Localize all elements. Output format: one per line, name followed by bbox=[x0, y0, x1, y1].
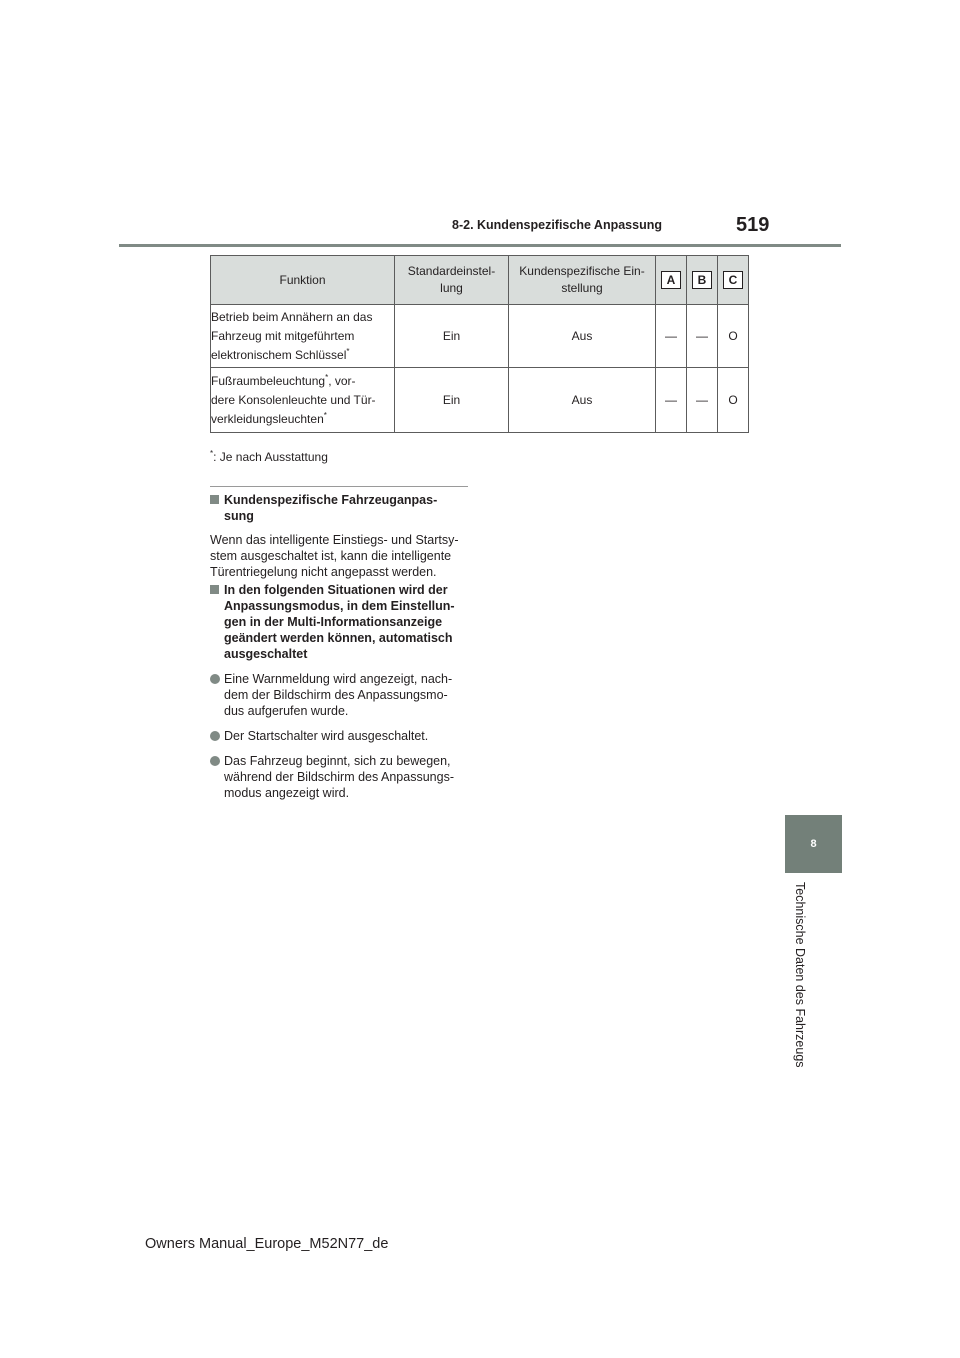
circle-bullet-icon bbox=[210, 674, 220, 684]
section-paragraph bbox=[210, 532, 472, 580]
row-function-line3: elektronischem Schlüssel bbox=[211, 347, 347, 362]
row-function-line2: dere Konsolenleuchte und Tür- bbox=[211, 392, 376, 407]
section-divider bbox=[210, 486, 468, 487]
row-function-line1-suffix: , vor- bbox=[328, 373, 356, 388]
section-customization bbox=[210, 492, 472, 580]
header-col-b bbox=[687, 256, 718, 305]
page-number: 519 bbox=[736, 214, 770, 236]
row-col-b: — bbox=[687, 368, 718, 433]
list-item bbox=[210, 728, 472, 744]
item-line3: dus aufgerufen wurde. bbox=[224, 704, 349, 718]
list-item bbox=[210, 671, 472, 719]
header-custom bbox=[509, 256, 656, 305]
item-line2: dem der Bildschirm des Anpassungsmo- bbox=[224, 688, 448, 702]
section-auto-off bbox=[210, 582, 472, 801]
row-col-a: — bbox=[656, 368, 687, 433]
square-bullet-icon bbox=[210, 495, 219, 504]
chapter-title: Technische Daten des Fahrzeugs bbox=[793, 882, 807, 1068]
footnote-star: * bbox=[346, 346, 350, 356]
col-b-box: B bbox=[692, 271, 712, 289]
col-a-box: A bbox=[661, 271, 681, 289]
table-row bbox=[211, 305, 749, 368]
square-bullet-icon bbox=[210, 585, 219, 594]
header-function: Funktion bbox=[211, 256, 395, 305]
footnote-star: * bbox=[325, 372, 329, 382]
col-c-box: C bbox=[723, 271, 743, 289]
heading-line5: ausgeschaltet bbox=[224, 647, 308, 661]
table-row bbox=[211, 368, 749, 433]
row-custom: Aus bbox=[509, 305, 656, 368]
item-line2: während der Bildschirm des Anpassungs- bbox=[224, 770, 454, 784]
item-line1: Der Startschalter wird ausgeschaltet. bbox=[224, 729, 429, 743]
row-custom: Aus bbox=[509, 368, 656, 433]
footnote-text: : Je nach Ausstattung bbox=[213, 450, 328, 464]
row-function-line3: verkleidungsleuchten bbox=[211, 411, 324, 426]
paragraph-line2: stem ausgeschaltet ist, kann die intelligente bbox=[210, 549, 452, 563]
row-col-c: O bbox=[718, 368, 749, 433]
header-default bbox=[395, 256, 509, 305]
header-custom-line1: Kundenspezifische Ein- bbox=[519, 264, 645, 278]
heading-line1: Kundenspezifische Fahrzeuganpas- bbox=[224, 493, 438, 507]
row-default: Ein bbox=[395, 305, 509, 368]
circle-bullet-icon bbox=[210, 756, 220, 766]
header-custom-line2: stellung bbox=[561, 281, 603, 295]
chapter-number: 8 bbox=[810, 838, 817, 850]
row-function bbox=[211, 368, 395, 433]
section-title: 8-2. Kundenspezifische Anpassung bbox=[452, 218, 662, 232]
row-function bbox=[211, 305, 395, 368]
footnote-mark: * bbox=[210, 449, 214, 458]
row-default: Ein bbox=[395, 368, 509, 433]
header-col-a bbox=[656, 256, 687, 305]
row-function-line1: Fußraumbeleuchtung bbox=[211, 373, 326, 388]
heading-line4: geändert werden können, automatisch bbox=[224, 631, 453, 645]
list-item bbox=[210, 753, 472, 801]
row-function-line1: Betrieb beim Annähern an das bbox=[211, 309, 373, 324]
item-line3: modus angezeigt wird. bbox=[224, 786, 350, 800]
section-heading bbox=[210, 582, 472, 662]
footer-manual-id: Owners Manual_Europe_M52N77_de bbox=[145, 1236, 389, 1252]
item-line1: Eine Warnmeldung wird angezeigt, nach- bbox=[224, 672, 453, 686]
heading-line2: Anpassungsmodus, in dem Einstellun- bbox=[224, 599, 455, 613]
paragraph-line3: Türentriegelung nicht angepasst werden. bbox=[210, 565, 437, 579]
header-default-line1: Standardeinstel- bbox=[407, 264, 496, 278]
chapter-tab bbox=[785, 815, 842, 873]
row-col-c: O bbox=[718, 305, 749, 368]
circle-bullet-icon bbox=[210, 731, 220, 741]
row-function-line2: Fahrzeug mit mitgeführtem bbox=[211, 328, 355, 343]
heading-line2: sung bbox=[224, 509, 254, 523]
table-footnote bbox=[210, 450, 328, 464]
item-line1: Das Fahrzeug beginnt, sich zu bewegen, bbox=[224, 754, 451, 768]
heading-line1: In den folgenden Situationen wird der bbox=[224, 583, 448, 597]
row-col-a: — bbox=[656, 305, 687, 368]
customization-table bbox=[210, 255, 749, 433]
table-header-row bbox=[211, 256, 749, 305]
header-rule bbox=[119, 244, 841, 247]
section-heading bbox=[210, 492, 472, 524]
footnote-star: * bbox=[323, 410, 327, 420]
header-col-c bbox=[718, 256, 749, 305]
heading-line3: gen in der Multi-Informationsanzeige bbox=[224, 615, 443, 629]
row-col-b: — bbox=[687, 305, 718, 368]
paragraph-line1: Wenn das intelligente Einstiegs- und Startsy- bbox=[210, 533, 459, 547]
header-default-line2: lung bbox=[440, 281, 463, 295]
